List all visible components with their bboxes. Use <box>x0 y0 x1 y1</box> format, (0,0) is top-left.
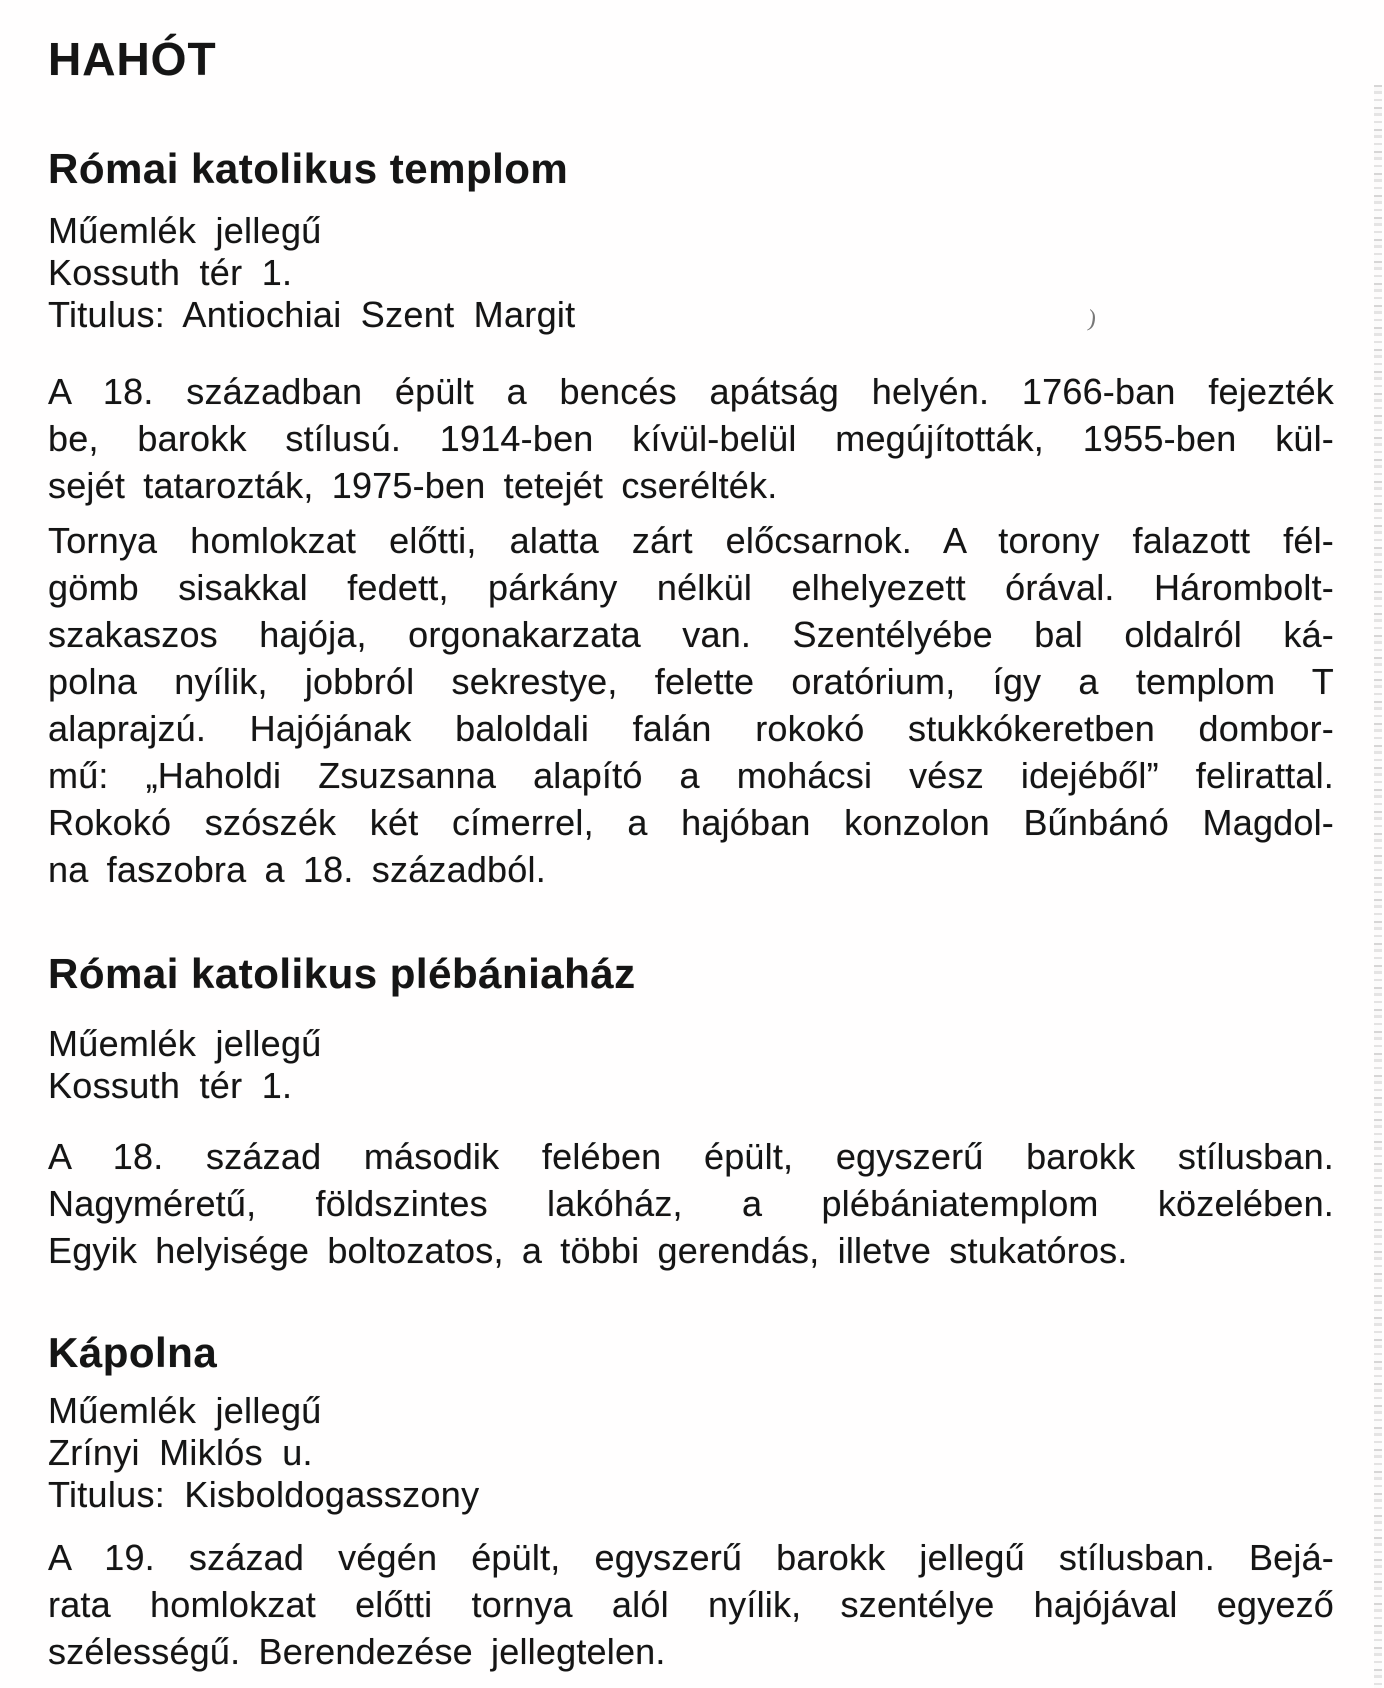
paragraph <box>48 1534 1334 1675</box>
scan-speck-mark: ) <box>1086 305 1098 333</box>
section-romai-katolikus-plebaniahaz <box>48 951 1336 1274</box>
text-line: na faszobra a 18. századból. <box>48 849 546 890</box>
text-line: mű: „Haholdi Zsuzsanna alapító a mohácsi vész idejéből” felirattal. <box>48 755 1334 796</box>
section-kapolna <box>48 1330 1336 1675</box>
text-line: szélességű. Berendezése jellegtelen. <box>48 1631 666 1672</box>
monument-details <box>48 1023 1336 1107</box>
monument-titulus: Titulus: Kisboldogasszony <box>48 1474 480 1515</box>
section-heading: Római katolikus templom <box>48 145 569 192</box>
text-line: A 18. században épült a bencés apátság helyén. 1766-ban fejezték <box>48 371 1334 412</box>
monument-status: Műemlék jellegű <box>48 1390 322 1431</box>
monument-status: Műemlék jellegű <box>48 1023 322 1064</box>
text-line: alaprajzú. Hajójának baloldali falán rokokó stukkókeretben dombor- <box>48 708 1334 749</box>
scan-noise-strip <box>1374 85 1382 1688</box>
text-line: be, barokk stílusú. 1914-ben kívül-belül megújították, 1955-ben kül- <box>48 418 1334 459</box>
text-line: Rokokó szószék két címerrel, a hajóban konzolon Bűnbánó Magdol- <box>48 802 1334 843</box>
text-line: rata homlokzat előtti tornya alól nyílik, szentélye hajójával egyező <box>48 1584 1334 1625</box>
text-line: Nagyméretű, földszintes lakóház, a plébániatemplom közelében. <box>48 1183 1334 1224</box>
monument-address: Kossuth tér 1. <box>48 252 293 293</box>
monument-details <box>48 210 1336 336</box>
monument-address: Zrínyi Miklós u. <box>48 1432 313 1473</box>
monument-address: Kossuth tér 1. <box>48 1065 293 1106</box>
monument-titulus: Titulus: Antiochiai Szent Margit <box>48 294 576 335</box>
paragraph <box>48 368 1334 509</box>
text-line: Tornya homlokzat előtti, alatta zárt előcsarnok. A torony falazott fél- <box>48 520 1334 561</box>
text-line: polna nyílik, jobbról sekrestye, felette oratórium, így a templom T <box>48 661 1334 702</box>
page-title: HAHÓT <box>48 33 217 85</box>
text-line: A 19. század végén épült, egyszerű barokk jellegű stílusban. Bejá- <box>48 1537 1334 1578</box>
text-line: Egyik helyisége boltozatos, a többi gerendás, illetve stukatóros. <box>48 1230 1128 1271</box>
text-line: gömb sisakkal fedett, párkány nélkül elhelyezett órával. Hárombolt- <box>48 567 1334 608</box>
text-line: A 18. század második felében épült, egyszerű barokk stílusban. <box>48 1136 1334 1177</box>
text-line: szakaszos hajója, orgonakarzata van. Szentélyébe bal oldalról ká- <box>48 614 1334 655</box>
paragraph <box>48 1133 1334 1274</box>
section-romai-katolikus-templom <box>48 146 1336 893</box>
section-heading: Római katolikus plébániaház <box>48 950 636 997</box>
text-line: sejét tatarozták, 1975-ben tetejét cserélték. <box>48 465 778 506</box>
section-heading: Kápolna <box>48 1329 218 1376</box>
paragraph <box>48 517 1334 893</box>
monument-status: Műemlék jellegű <box>48 210 322 251</box>
monument-details <box>48 1390 1336 1516</box>
